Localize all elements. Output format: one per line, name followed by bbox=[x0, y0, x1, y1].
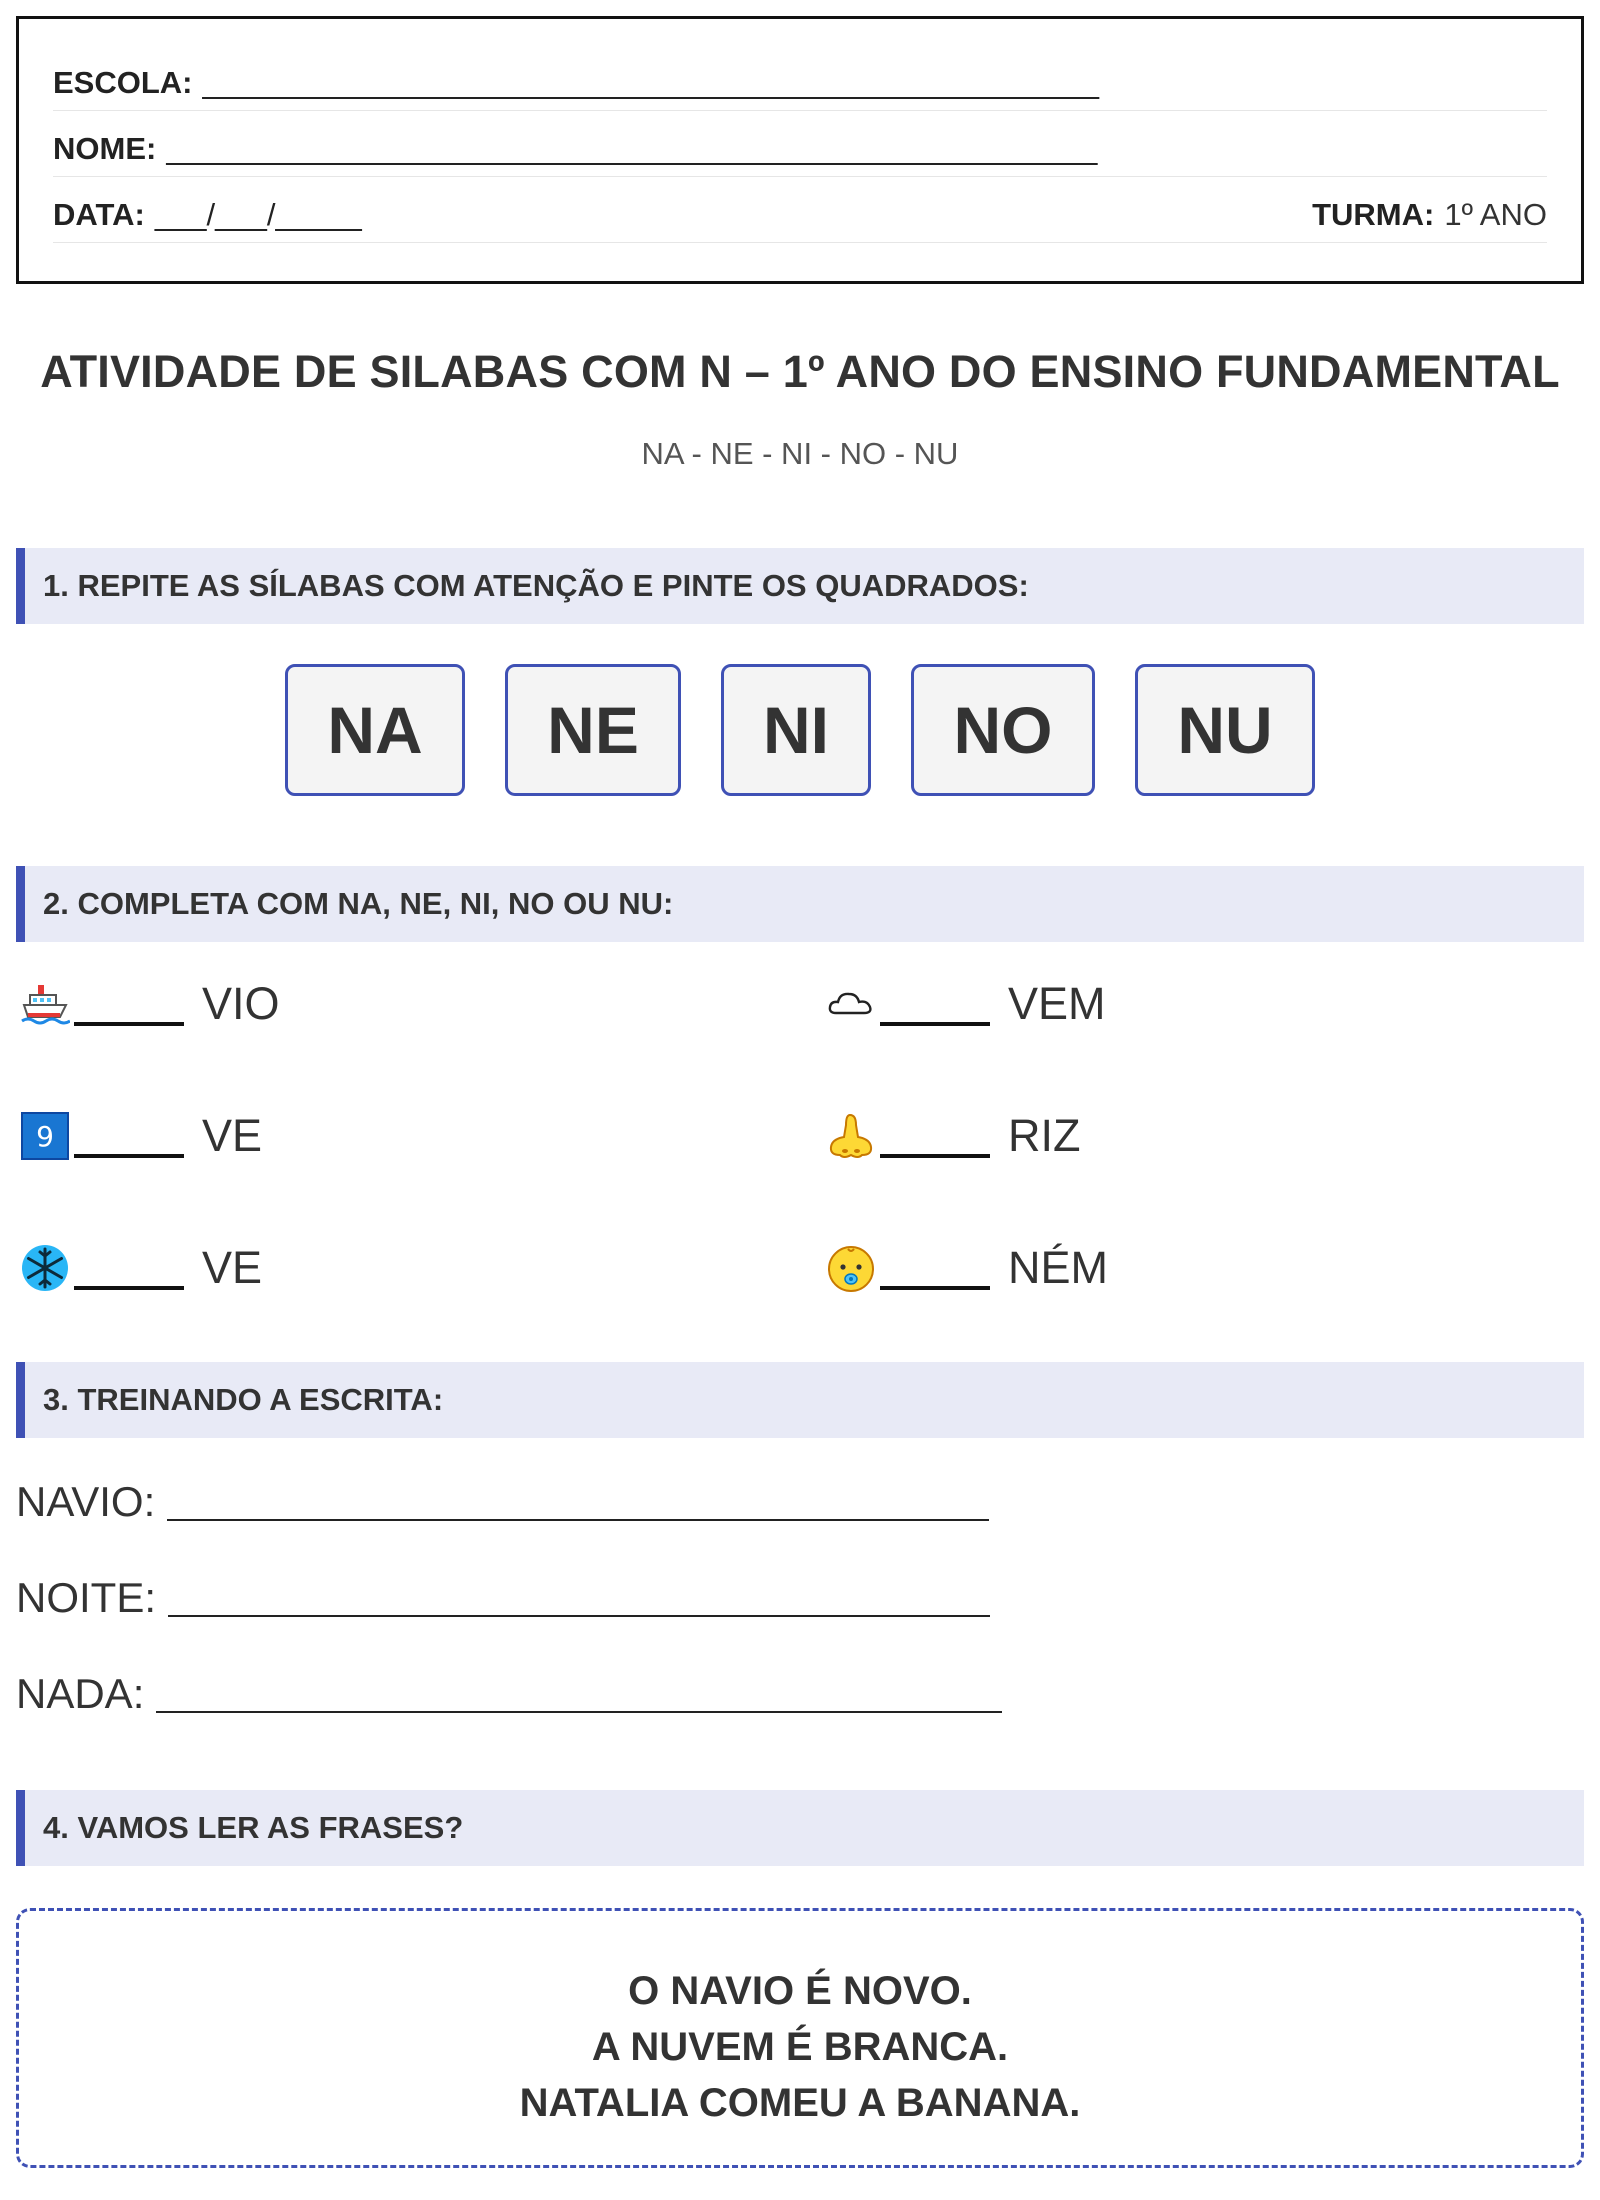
answer-blank[interactable] bbox=[74, 982, 184, 1026]
word-suffix: VE bbox=[202, 1110, 263, 1161]
answer-blank[interactable] bbox=[880, 1114, 990, 1158]
syllable-box[interactable]: NE bbox=[505, 664, 681, 796]
date-label: DATA: bbox=[53, 197, 145, 232]
reading-phrase: A NUVEM É BRANCA. bbox=[591, 2025, 1009, 2069]
word-suffix: VEM bbox=[1008, 978, 1106, 1029]
worksheet-page bbox=[16, 16, 1584, 2168]
syllable-box[interactable]: NU bbox=[1135, 664, 1315, 796]
complete-item bbox=[826, 1110, 1081, 1162]
complete-item bbox=[20, 1242, 262, 1294]
word-suffix: RIZ bbox=[1008, 1110, 1081, 1161]
reading-phrase: O NAVIO É NOVO. bbox=[628, 1969, 972, 2013]
writing-row bbox=[16, 1646, 1584, 1742]
writing-line[interactable] bbox=[168, 1579, 990, 1617]
section-2-heading: 2. COMPLETA COM NA, NE, NI, NO OU NU: bbox=[16, 866, 1584, 942]
cloud-icon bbox=[826, 979, 876, 1029]
snowflake-icon bbox=[20, 1243, 70, 1293]
writing-exercise bbox=[16, 1454, 1584, 1742]
name-row bbox=[53, 111, 1547, 177]
complete-item bbox=[20, 978, 280, 1030]
word-suffix: NÉM bbox=[1008, 1242, 1108, 1293]
name-label: NOME: bbox=[53, 131, 157, 166]
name-field[interactable]: ______________________________________________________ bbox=[166, 131, 1098, 166]
date-row bbox=[53, 177, 1547, 243]
class-label: TURMA: bbox=[1312, 197, 1435, 232]
answer-blank[interactable] bbox=[880, 1246, 990, 1290]
complete-item bbox=[826, 978, 1106, 1030]
writing-word: NOITE: bbox=[16, 1574, 157, 1621]
syllable-boxes bbox=[16, 664, 1584, 796]
writing-line[interactable] bbox=[167, 1483, 989, 1521]
writing-row bbox=[16, 1454, 1584, 1550]
reading-box bbox=[16, 1908, 1584, 2168]
baby-icon bbox=[826, 1243, 876, 1293]
syllable-box[interactable]: NA bbox=[285, 664, 465, 796]
student-info-box bbox=[16, 16, 1584, 284]
answer-blank[interactable] bbox=[880, 982, 990, 1026]
writing-line[interactable] bbox=[156, 1675, 1002, 1713]
nine-glyph: 9 bbox=[36, 1120, 54, 1153]
page-title: ATIVIDADE DE SILABAS COM N – 1º ANO DO ENSINO FUNDAMENTAL bbox=[40, 346, 1560, 397]
syllable-box[interactable]: NO bbox=[911, 664, 1095, 796]
word-suffix: VE bbox=[202, 1242, 263, 1293]
section-3-heading: 3. TREINANDO A ESCRITA: bbox=[16, 1362, 1584, 1438]
section-4-heading: 4. VAMOS LER AS FRASES? bbox=[16, 1790, 1584, 1866]
number-nine-icon bbox=[20, 1111, 70, 1161]
answer-blank[interactable] bbox=[74, 1246, 184, 1290]
writing-row bbox=[16, 1550, 1584, 1646]
complete-item bbox=[20, 1110, 262, 1162]
school-field[interactable]: ____________________________________________________ bbox=[202, 65, 1100, 100]
section-1-heading: 1. REPITE AS SÍLABAS COM ATENÇÃO E PINTE OS QUADRADOS: bbox=[16, 548, 1584, 624]
page-subtitle: NA - NE - NI - NO - NU bbox=[641, 436, 959, 471]
nose-icon bbox=[826, 1111, 876, 1161]
reading-phrase: NATALIA COMEU A BANANA. bbox=[519, 2081, 1081, 2125]
syllable-box[interactable]: NI bbox=[721, 664, 871, 796]
school-label: ESCOLA: bbox=[53, 65, 193, 100]
writing-word: NADA: bbox=[16, 1670, 145, 1717]
writing-word: NAVIO: bbox=[16, 1478, 156, 1525]
class-value: 1º ANO bbox=[1444, 197, 1547, 232]
ship-icon bbox=[20, 979, 70, 1029]
school-row bbox=[53, 45, 1547, 111]
complete-item bbox=[826, 1242, 1108, 1294]
complete-exercise bbox=[16, 942, 1584, 1362]
answer-blank[interactable] bbox=[74, 1114, 184, 1158]
word-suffix: VIO bbox=[202, 978, 280, 1029]
date-field[interactable]: ___/___/_____ bbox=[154, 197, 362, 232]
